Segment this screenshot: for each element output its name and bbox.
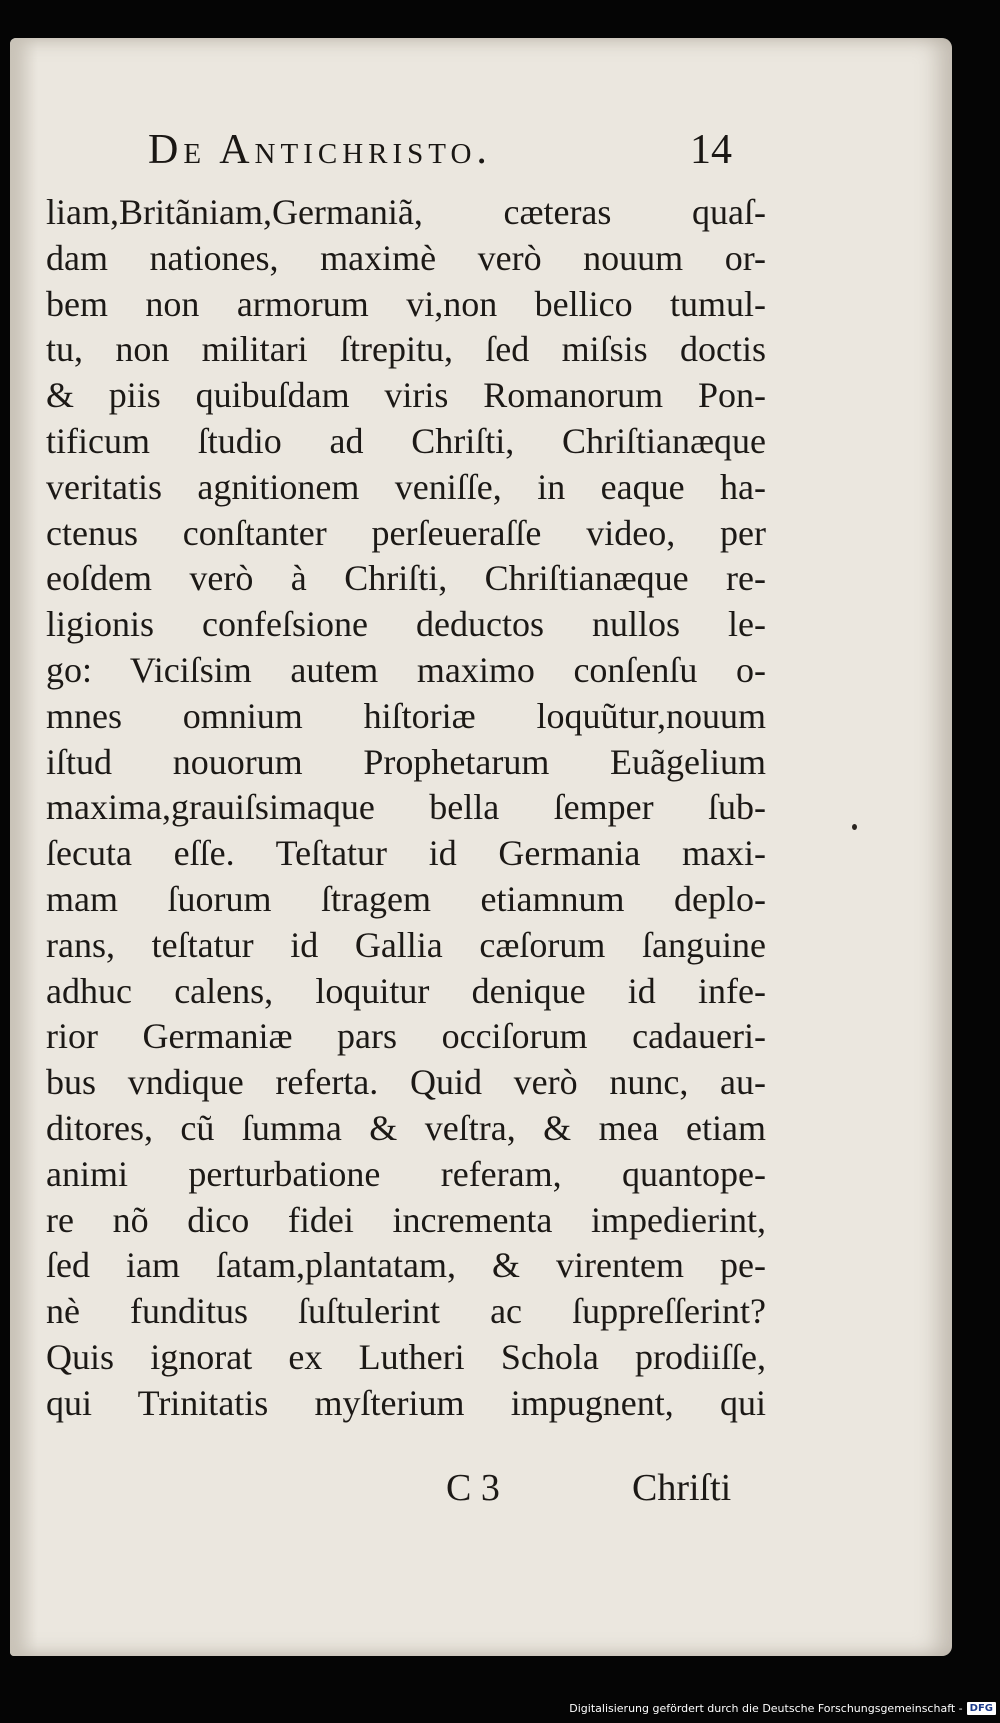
text-line: veritatis agnitionem veniſſe, in eaque ha- [46, 466, 766, 507]
text-line: go: Viciſsim autem maximo conſenſu o- [46, 649, 766, 690]
signature-mark: C 3 [446, 1467, 500, 1509]
text-line: adhuc calens, loquitur denique id infe- [46, 970, 766, 1011]
text-line: ſecuta eſſe. Teſtatur id Germania maxi- [46, 833, 766, 874]
text-line: rans, teſtatur id Gallia cæſorum ſanguine [46, 924, 766, 965]
book-page [10, 38, 952, 1656]
text-line: re nõ dico fidei incrementa impedierint, [46, 1199, 766, 1240]
text-line: dam nationes, maximè verò nouum or- [46, 237, 766, 278]
text-line: maxima,grauiſsimaque bella ſemper ſub- [46, 787, 766, 828]
running-head-title: De Antichristo. [148, 127, 492, 173]
text-line: iſtud nouorum Prophetarum Euãgelium [46, 741, 766, 782]
text-line: ſed iam ſatam,plantatam, & virentem pe- [46, 1245, 766, 1286]
text-line: & piis quibuſdam viris Romanorum Pon- [46, 375, 766, 416]
dfg-logo-icon: DFG [967, 1702, 996, 1715]
text-line: rior Germaniæ pars occiſorum cadaueri- [46, 1016, 766, 1057]
text-line: tificum ſtudio ad Chriſti, Chriſtianæque [46, 420, 766, 461]
funding-credit-text: Digitalisierung gefördert durch die Deutsche Forschungsgemeinschaft - [569, 1701, 963, 1715]
page-number: 14 [690, 127, 732, 173]
text-line: ligionis confeſsione deductos nullos le- [46, 604, 766, 645]
gutter-shadow [10, 38, 38, 1656]
text-line: Quis ignorat ex Lutheri Schola prodiiſſe, [46, 1336, 766, 1377]
funding-credit [569, 1699, 996, 1717]
text-line: ctenus conſtanter perſeueraſſe video, per [46, 512, 766, 553]
catchword: Chriſti [632, 1467, 732, 1509]
text-line: nè funditus ſuſtulerint ac ſuppreſſerint? [46, 1291, 766, 1332]
text-line: bus vndique referta. Quid verò nunc, au- [46, 1062, 766, 1103]
text-line: qui Trinitatis myſterium impugnent, qui [46, 1382, 766, 1423]
text-line: liam,Britãniam,Germaniã, cæteras quaſ- [46, 192, 766, 232]
text-line: mnes omnium hiſtoriæ loquũtur,nouum [46, 695, 766, 736]
running-head [148, 126, 748, 186]
text-line: bem non armorum vi,non bellico tumul- [46, 283, 766, 324]
text-line: mam ſuorum ſtragem etiamnum deplo- [46, 878, 766, 919]
ink-speck [852, 824, 857, 830]
text-line: animi perturbatione referam, quantope- [46, 1153, 766, 1194]
text-line: eoſdem verò à Chriſti, Chriſtianæque re- [46, 558, 766, 599]
body-text [46, 190, 766, 1427]
text-line: tu, non militari ſtrepitu, ſed miſsis doctis [46, 329, 766, 370]
page-footer [446, 1466, 776, 1516]
text-line: ditores, cũ ſumma & veſtra, & mea etiam [46, 1107, 766, 1148]
